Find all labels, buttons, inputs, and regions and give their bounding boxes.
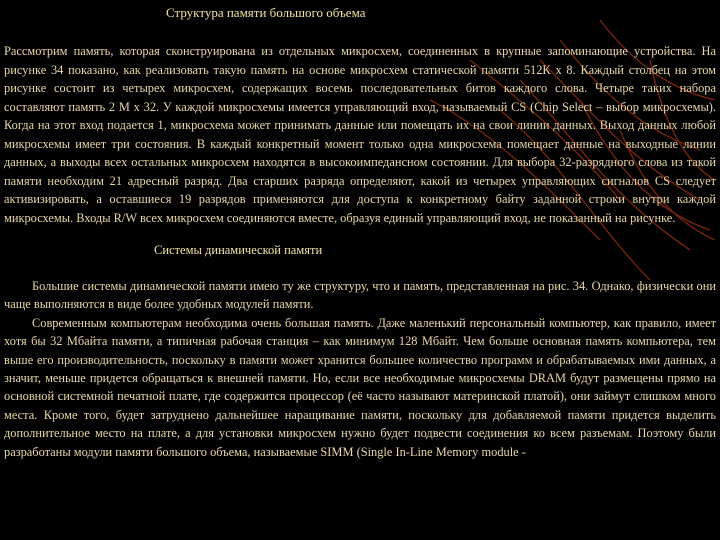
slide-title: Структура памяти большого объема xyxy=(166,5,366,20)
paragraph-dynamic-memory-intro: Большие системы динамической памяти имею ту же структуру, что и память, представленная на рис. 34. Однако, физически они чаще выполняются в виде более удобных модулей памяти. xyxy=(4,279,716,312)
paragraph-modern-computers: Современным компьютерам необходима очень большая память. Даже маленький персональный компьютер, как правило, имеет хотя бы 32 Мбайта памяти, а типичная рабочая станция – как минимум 128 Мбайт. Чем больше основная память компьютера, тем выше его производительность, поскольку в памяти может хранится большее количество программ и обрабатываемых ими данных, а значит, меньше придется обращаться к внешней памяти. Но, если все необходимые микросхемы DRAM будут размещены прямо на основной системной печатной плате, где содержится процессор (её часто называют материнской платой), они займут слишком много места. Кроме того, будет затруднено дальнейшее наращивание памяти, поскольку для добавляемой памяти придется выделить дополнительное место на плате, а для установки микросхем нужно будет подвести соединения ко всем разъемам. Поэтому были разработаны модули памяти большого объема, называемые SIMM (Single In-Line Memory module - xyxy=(4,315,716,459)
content-area xyxy=(4,4,716,461)
paragraph-static-memory: Рассмотрим память, которая сконструирована из отдельных микросхем, соединенных в крупные запоминающие устройства. На рисунке 34 показано, как реализовать такую память на основе микросхем статической памяти 512К х 8. Каждый столбец на этом рисунке состоит из четырех микросхем, содержащих восемь последовательных битов каждого слова. Четыре таких набора составляют память 2 М х 32. У каждой микросхемы имеется управляющий вход, называемый CS (Chip Select – выбор микросхемы). Когда на этот вход подается 1, микросхема может принимать данные или помещать их на свои линии данных. Выход данных любой микросхемы имеет три состояния. В каждый конкретный момент только одна микросхема помещает данные на выходные линии данных, а выходы всех остальных микросхем находятся в высокоимпедансном состоянии. Для выбора 32-разрядного слова из такой памяти необходим 21 адресный разряд. Два старших разряда определяют, какой из четырех управляющих сигналов CS следует активизировать, а оставшиеся 19 разрядов применяются для доступа к конкретному байту заданной строки внутри каждой микросхемы. Входы R/W всех микросхем соединяются вместе, образуя единый управляющий вход, не показанный на рисунке. xyxy=(4,44,716,225)
section-subtitle: Системы динамической памяти xyxy=(154,243,323,257)
